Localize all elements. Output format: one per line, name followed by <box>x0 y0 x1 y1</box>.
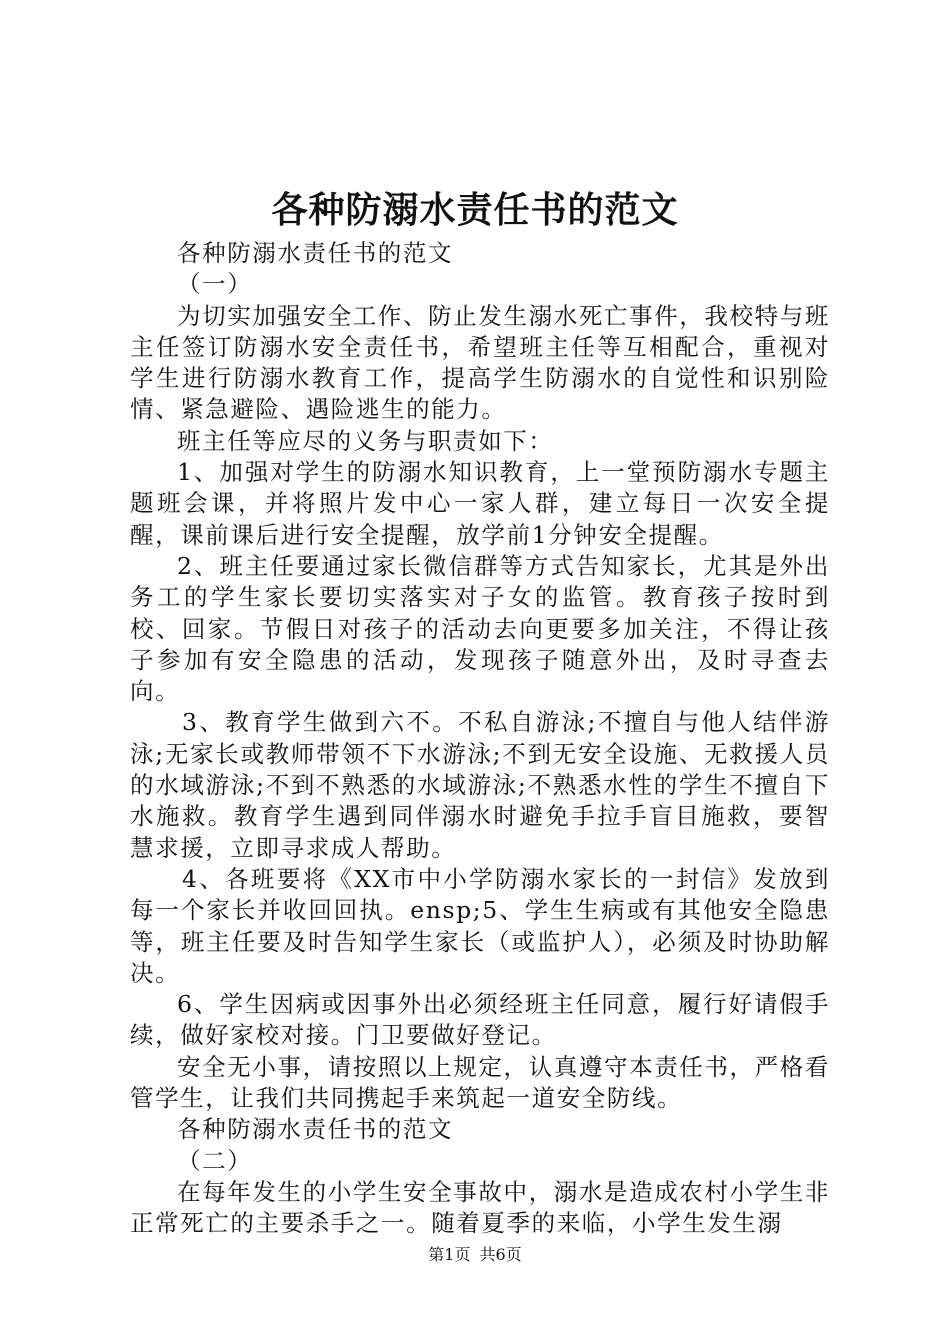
page-total: 共6页 <box>479 1245 522 1264</box>
paragraph-duties-heading: 班主任等应尽的义务与职责如下： <box>177 426 554 455</box>
page-number: 第1页 <box>428 1245 471 1264</box>
subtitle-1: 各种防溺水责任书的范文 <box>177 239 454 267</box>
paragraph-item-2: 2、班主任要通过家长微信群等方式告知家长，尤其是外出务工的学生家长要切实落实对子女的监管。教育孩子按时到校、回家。节假日对孩子的活动去向更要多加关注，不得让孩子参加有安全隐患的活动，发现孩子随意外出，及时寻查去向。 <box>130 551 830 706</box>
document-title: 各种防溺水责任书的范文 <box>271 189 679 231</box>
paragraph-item-3: 3、教育学生做到六不。不私自游泳;不擅自与他人结伴游泳;无家长或教师带领不下水游泳;不到无安全设施、无救援人员的水域游泳;不到不熟悉的水域游泳;不熟悉水性的学生不擅自下水施救。教育学生遇到同伴溺水时避免手拉手盲目施救，要智慧求援，立即寻求成人帮助。 <box>130 708 830 862</box>
document-body <box>130 238 830 1240</box>
paragraph-item-1: 1、加强对学生的防溺水知识教育，上一堂预防溺水专题主题班会课，并将照片发中心一家人群，建立每日一次安全提醒，课前课后进行安全提醒，放学前1分钟安全提醒。 <box>130 458 830 549</box>
paragraph-closing: 安全无小事，请按照以上规定，认真遵守本责任书，严格看管学生，让我们共同携起手来筑起一道安全防线。 <box>130 1052 830 1113</box>
section-marker-2: （二） <box>177 1146 253 1175</box>
subtitle-2: 各种防溺水责任书的范文 <box>177 1115 454 1144</box>
page-footer <box>0 1244 950 1266</box>
section-marker-1: （一） <box>177 270 253 299</box>
paragraph-item-6: 6、学生因病或因事外出必须经班主任同意，履行好请假手续，做好家校对接。门卫要做好登记。 <box>130 990 830 1050</box>
paragraph-intro: 为切实加强安全工作、防止发生溺水死亡事件，我校特与班主任签订防溺水安全责任书，希望班主任等互相配合，重视对学生进行防溺水教育工作，提高学生防溺水的自觉性和识别险情、紧急避险、遇险逃生的能力。 <box>130 301 830 424</box>
paragraph-section-2-intro: 在每年发生的小学生安全事故中，溺水是造成农村小学生非正常死亡的主要杀手之一。随着夏季的来临，小学生发生溺 <box>130 1177 830 1238</box>
paragraph-item-4-5: 4、各班要将《XX市中小学防溺水家长的一封信》发放到每一个家长并收回回执。ensp;5、学生生病或有其他安全隐患等，班主任要及时告知学生家长（或监护人），必须及时协助解决。 <box>130 864 830 987</box>
